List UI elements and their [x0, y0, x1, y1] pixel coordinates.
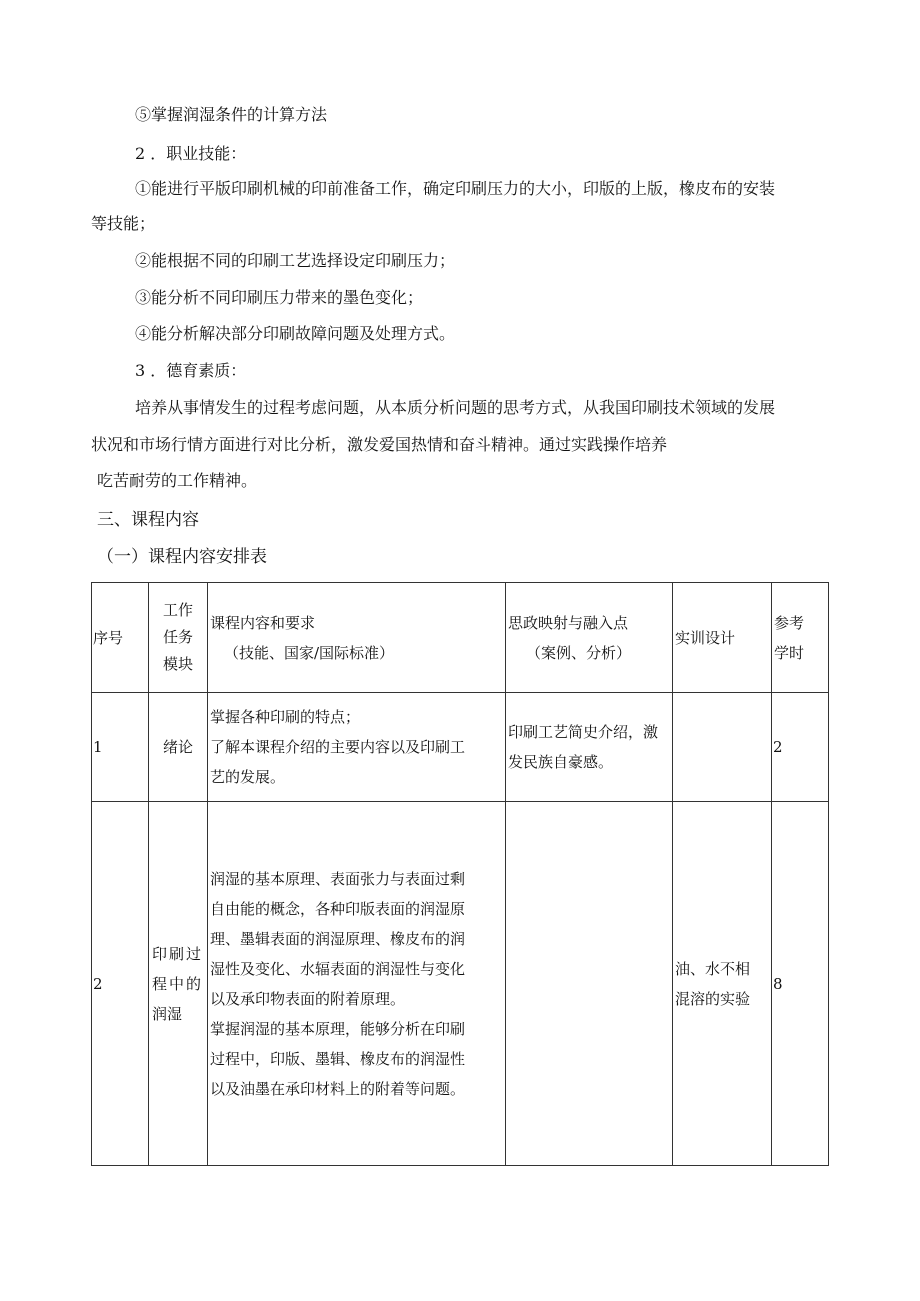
header-num: 序号 [92, 583, 149, 693]
skill-3: ③能分析不同印刷压力带来的墨色变化； [135, 288, 424, 307]
moral-line1: 培养从事情发生的过程考虑问题，从本质分析问题的思考方式，从我国印刷技术领域的发展 [135, 398, 776, 417]
skill-1-line1: ①能进行平版印刷机械的印前准备工作，确定印刷压力的大小，印版的上版，橡皮布的安装 [135, 179, 776, 198]
header-module: 工作 任务 模块 [149, 583, 208, 693]
row1-requirements: 掌握各种印刷的特点； 了解本课程介绍的主要内容以及印刷工 艺的发展。 [208, 693, 506, 802]
table-header-row [92, 583, 829, 693]
skill-1-line2: 等技能； [91, 214, 156, 233]
row2-hours: 8 [772, 802, 829, 1166]
table-row [92, 693, 829, 802]
row2-ideology [506, 802, 673, 1166]
moral-line3: 吃苦耐劳的工作精神。 [97, 471, 258, 490]
section-heading-moral: 3 ．德育素质： [135, 361, 247, 380]
course-content-table [91, 582, 829, 1166]
header-requirements: 课程内容和要求 （技能、国家/国际标准） [208, 583, 506, 693]
section-heading-skills: 2 ．职业技能： [135, 144, 247, 163]
row2-num: 2 [92, 802, 149, 1166]
row1-training [673, 693, 772, 802]
table-row [92, 802, 829, 1166]
skill-4: ④能分析解决部分印刷故障问题及处理方式。 [135, 324, 456, 343]
moral-line2: 状况和市场行情方面进行对比分析，激发爱国热情和奋斗精神。通过实践操作培养 [91, 435, 668, 454]
row2-module: 印刷过 程中的 润湿 [149, 802, 208, 1166]
row2-training: 油、水不相 混溶的实验 [673, 802, 772, 1166]
header-ideology: 思政映射与融入点 （案例、分析） [506, 583, 673, 693]
table-caption: （一）课程内容安排表 [97, 547, 267, 567]
row1-num: 1 [92, 693, 149, 802]
header-training: 实训设计 [673, 583, 772, 693]
chapter-heading: 三、课程内容 [97, 510, 199, 530]
header-hours: 参考 学时 [772, 583, 829, 693]
objective-5: ⑤掌握润湿条件的计算方法 [135, 105, 328, 124]
row1-hours: 2 [772, 693, 829, 802]
row2-requirements: 润湿的基本原理、表面张力与表面过剩 自由能的概念，各种印版表面的润湿原 理、墨辑表面的润湿原理、橡皮布的润 湿性及变化、水辐表面的润湿性与变化 以及承印物表面的附着原理。 掌握润湿的基本原理，能够分析在印刷 过程中，印版、墨辑、橡皮布的润湿性 以及油墨在承印材料上的附着等问题。 [208, 802, 506, 1166]
row1-module: 绪论 [149, 693, 208, 802]
row1-ideology: 印刷工艺简史介绍，激 发民族自豪感。 [506, 693, 673, 802]
skill-2: ②能根据不同的印刷工艺选择设定印刷压力； [135, 251, 456, 270]
